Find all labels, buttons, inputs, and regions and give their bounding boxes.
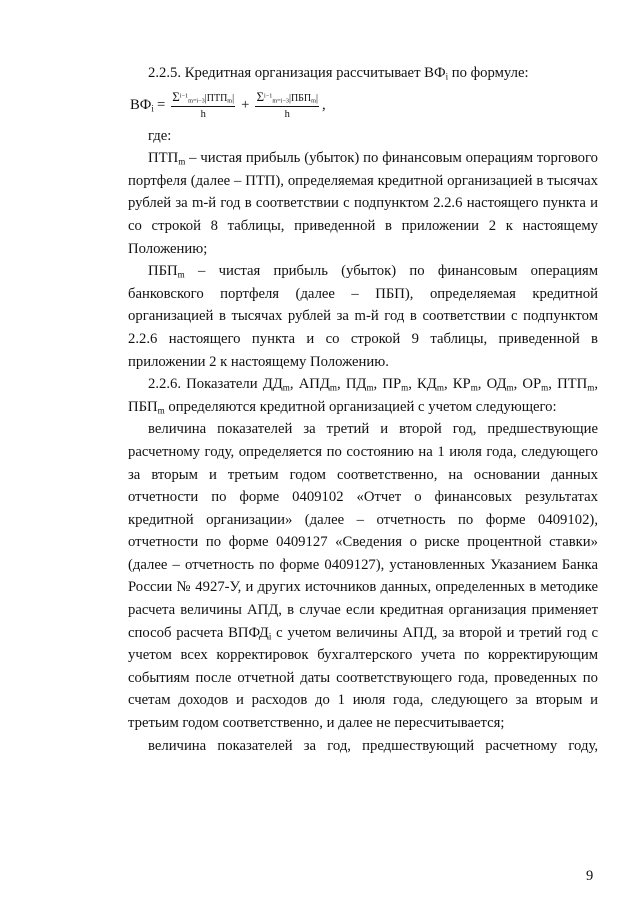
clause-tail: определяются кредитной организацией с учетом следующего: xyxy=(168,398,557,415)
definition-text: – чистая прибыль (убыток) по финансовым операциям торгового портфеля (далее – ПТП), определяемая кредитной организацией в тысячах рублей за m-й год в соответствии с подпунктом 2.2.6 настоящего пункта и со строкой 8 таблицы, приведенной в приложении 2 к настоящему Положению; xyxy=(128,150,599,257)
definition-pbp: $ПБП_m$ – чистая прибыль (убыток) по финансовым операциям банковского портфеля (далее – ПБП), определяемая кредитной организацией в тысячах рублей за m-й год в соответствии с подпунктом 2.2.6 настоящего пункта и со строкой 9 таблицы, приведенной в приложении 2 к настоящему Положению. xyxy=(128,263,599,370)
formula-plus: + xyxy=(241,97,250,114)
fraction-numerator: $\Sigma^{i-1}_{m=i-3}|ПТП_m|$ xyxy=(171,91,235,107)
formula-lhs: $ВФ_i$ xyxy=(130,97,154,114)
clause-tail: по формуле: xyxy=(451,65,529,81)
clause-number: 2.2.5. xyxy=(148,65,182,81)
paragraph-prior-years: величина показателей за третий и второй год, предшествующие расчетному году, определяется по состоянию на 1 июля года, следующего за вторым и третьим годом соответственно, на основании данных отчетности по форме 0409102 «Отчет о финансовых результатах кредитной организации» (далее – отчетность по форме 0409102), отчетности по форме 0409127 «Сведения о риске процентной ставки» (далее – отчетность по форме 0409127), установленных Указанием Банка России № 4927-У, и других источников данных, определенных в методике расчета величины АПД, в случае если кредитная организация применяет способ расчета $ВПФД_i$ с учетом величины АПД, за второй и третий год с учетом всех корректировок бухгалтерского учета по корректирующим событиям после отчетной даты соответствующего года, проведенных по счетам доходов и расходов до 1 июля года, следующего за вторым и третьим годом соответственно, и далее не пересчитывается; xyxy=(128,421,599,732)
fraction-denominator: h xyxy=(200,108,206,120)
fraction-ptp xyxy=(171,88,235,121)
indicator-list: $ДД_m$, $АПД_m$, $ПД_m$, $ПР_m$, $КД_m$, $КР_m$, $ОД_m$, $ОР_m$, $ПТП_m$, $ПБП_m$ xyxy=(128,376,599,415)
definition-ptp: $ПТП_m$ – чистая прибыль (убыток) по финансовым операциям торгового портфеля (далее – ПТП), определяемая кредитной организацией в тысячах рублей за m-й год в соответствии с подпунктом 2.2.6 настоящего пункта и со строкой 8 таблицы, приведенной в приложении 2 к настоящему Положению; xyxy=(128,150,599,257)
clause-text: Кредитная организация рассчитывает ВФ xyxy=(184,65,446,81)
page-number: 9 xyxy=(586,868,594,884)
paragraph-2-2-5 xyxy=(128,62,598,85)
paragraph-previous-year: величина показателей за год, предшествующий расчетному году, xyxy=(148,737,598,754)
document-body xyxy=(128,62,598,757)
formula-equals: = xyxy=(156,97,166,114)
clause-number: 2.2.6. xyxy=(148,376,182,393)
clause-lead: Показатели xyxy=(186,376,258,393)
fraction-pbp xyxy=(255,88,319,121)
index-subscript: i xyxy=(445,71,449,82)
where-label: где: xyxy=(148,127,172,144)
fraction-denominator: h xyxy=(284,108,290,120)
formula-vf xyxy=(130,87,598,125)
fraction-numerator: $\Sigma^{i-1}_{m=i-3}|ПБП_m|$ xyxy=(255,91,319,107)
term: ПБП xyxy=(148,263,178,280)
term: ПТП xyxy=(148,150,179,167)
formula-comma: , xyxy=(321,97,326,114)
definition-text: – чистая прибыль (убыток) по финансовым операциям банковского портфеля (далее – ПБП), определяемая кредитной организацией в тысячах рублей за m-й год в соответствии с подпунктом 2.2.6 настоящего пункта и со строкой 9 таблицы, приведенной в приложении 2 к настоящему Положению. xyxy=(128,263,599,370)
paragraph-2-2-6 xyxy=(128,373,598,418)
